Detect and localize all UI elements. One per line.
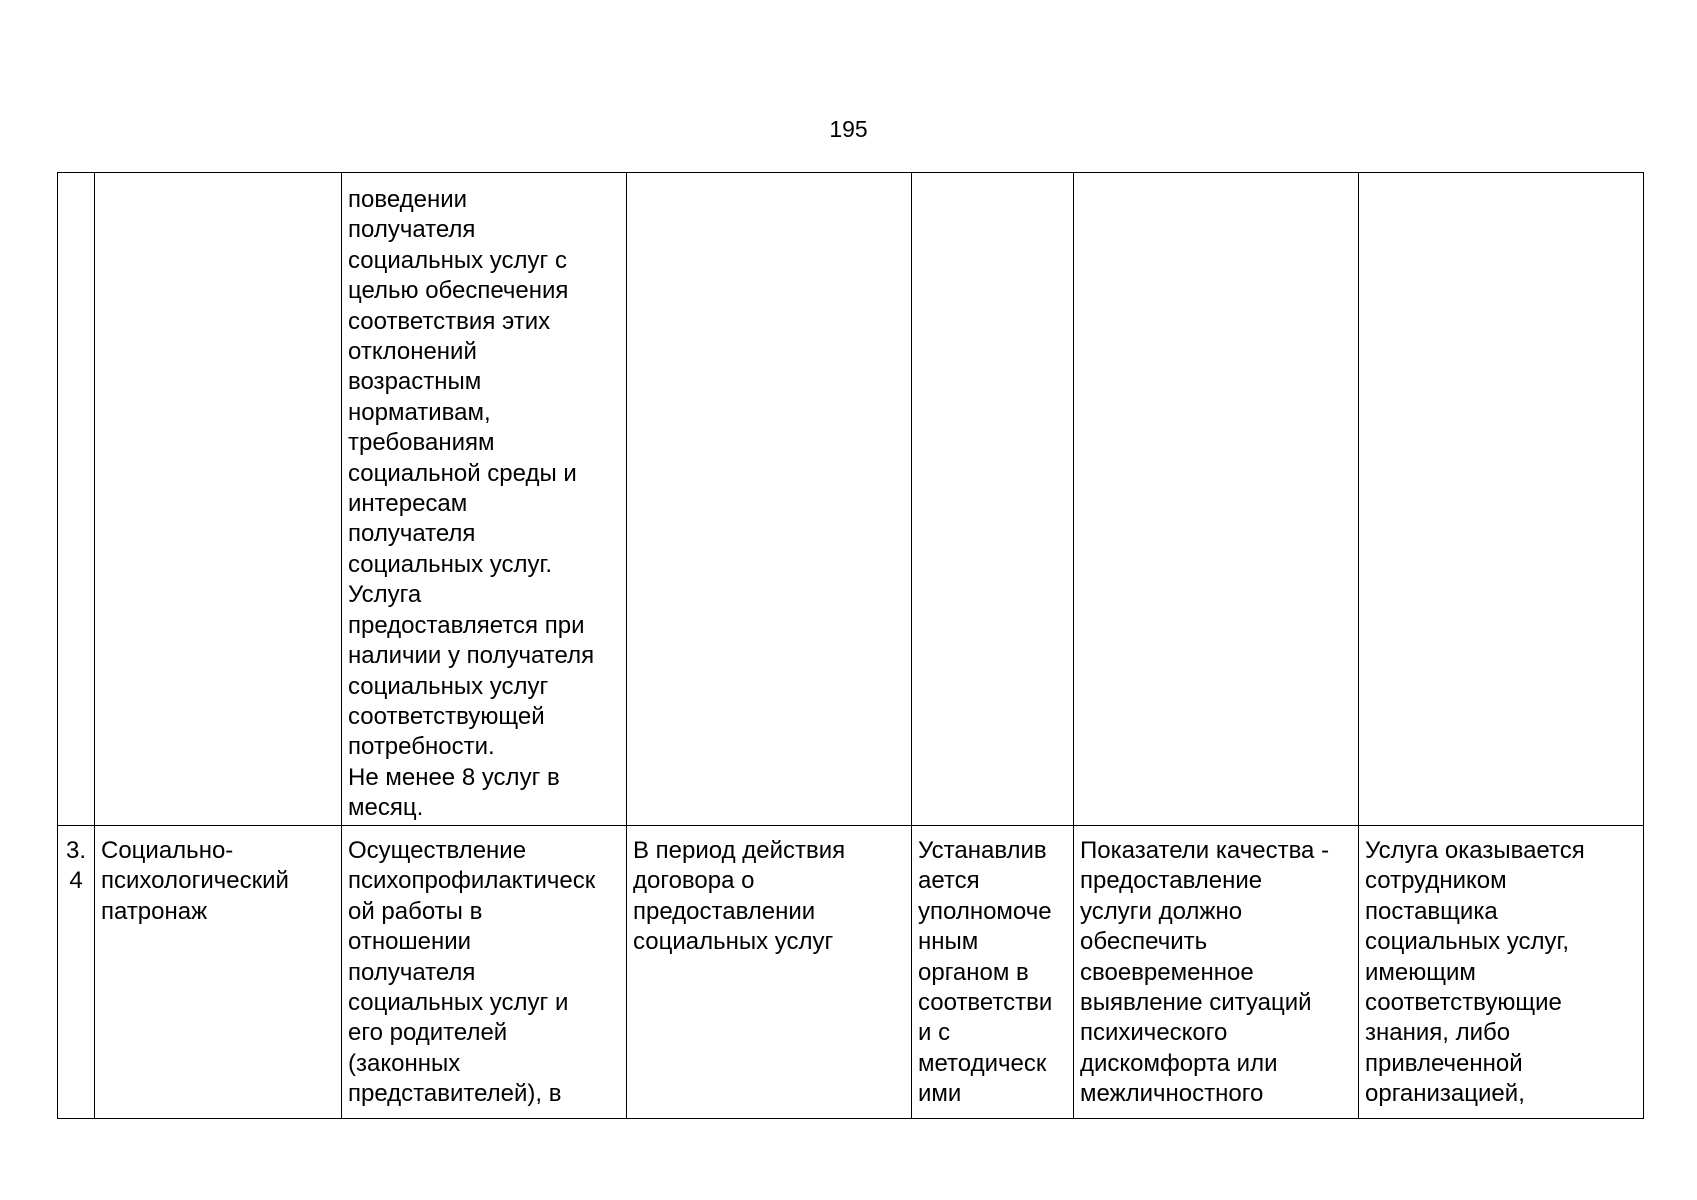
cell-service-name [95, 173, 342, 826]
cell-service-name: Социально- психологический патронаж [95, 826, 342, 1119]
cell-service-description: поведении получателя социальных услуг с целью обеспечения соответствия этих отклонений возрастным нормативам, требованиям социальной среды и интересам получателя социальных услуг. Услуга предоставляется при наличии у получателя социальных услуг соответствующей потребности. Не менее 8 услуг в месяц. [342, 173, 627, 826]
cell-number [58, 173, 95, 826]
cell-service-period [627, 173, 912, 826]
cell-service-conditions: Услуга оказывается сотрудником поставщика социальных услуг, имеющим соответствующие знания, либо привлеченной организацией, [1359, 826, 1644, 1119]
cell-service-tariff [912, 173, 1074, 826]
table-row [58, 173, 1644, 826]
cell-quality-indicators [1074, 173, 1359, 826]
cell-service-conditions [1359, 173, 1644, 826]
cell-quality-indicators: Показатели качества - предоставление услуги должно обеспечить своевременное выявление ситуаций психического дискомфорта или межличностного [1074, 826, 1359, 1119]
cell-number: 3. 4 [58, 826, 95, 1119]
cell-service-tariff: Устанавлив ается уполномоче нным органом в соответстви и с методическ ими [912, 826, 1074, 1119]
services-table [57, 172, 1644, 1119]
page-number: 195 [829, 116, 868, 142]
cell-service-description: Осуществление психопрофилактическ ой работы в отношении получателя социальных услуг и его родителей (законных представителей), в [342, 826, 627, 1119]
table-row [58, 826, 1644, 1119]
cell-service-period: В период действия договора о предоставлении социальных услуг [627, 826, 912, 1119]
